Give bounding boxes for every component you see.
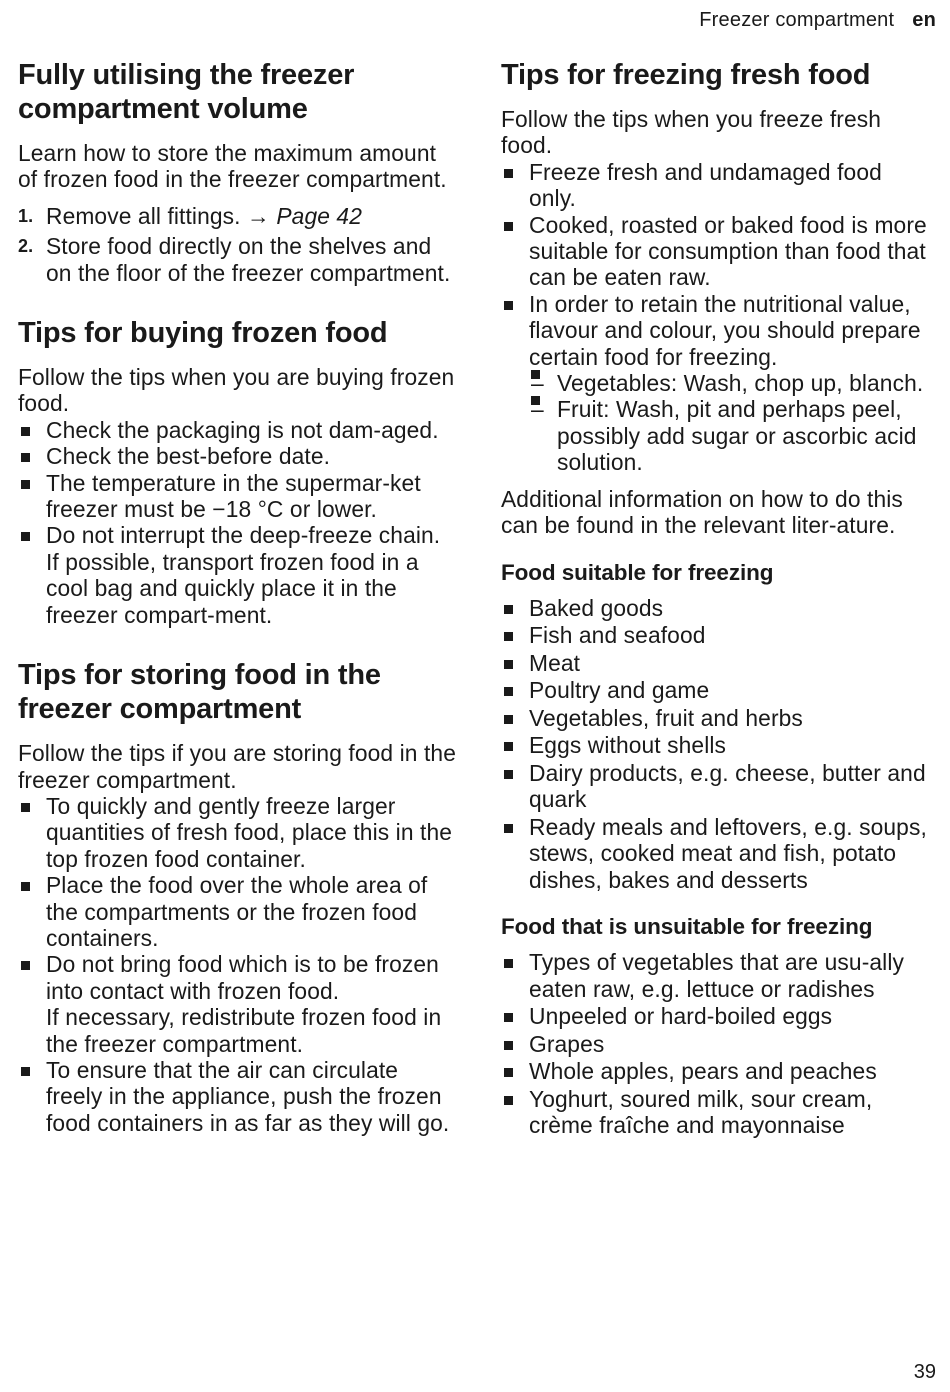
list-item-note: If necessary, redistribute frozen food in the freezer compartment. xyxy=(46,1004,442,1057)
list-item: Do not interrupt the deep-freeze chain. If possible, transport frozen food in a cool bag and quickly place it in the freezer compart-ment. xyxy=(18,522,458,628)
suitable-list xyxy=(501,595,935,894)
list-item-text: In order to retain the nutritional value, flavour and colour, you should prepare certain food for freezing. xyxy=(529,290,921,370)
section-fresh-intro: Follow the tips when you freeze fresh food. xyxy=(501,106,882,159)
header-section-title: Freezer compartment xyxy=(699,9,895,31)
section-volume-intro: Learn how to store the maximum amount of frozen food in the freezer compartment. xyxy=(18,140,447,193)
list-item xyxy=(18,1057,458,1136)
section-storing-title: Tips for storing food in the freezer compartment xyxy=(18,659,381,726)
list-item-text: Do not bring food which is to be frozen into contact with frozen food. xyxy=(46,951,439,1004)
list-item: Cooked, roasted or baked food is more suitable for consumption than food that can be eaten raw. xyxy=(501,212,935,291)
step-number: 1. xyxy=(18,205,34,226)
list-item xyxy=(18,872,458,951)
list-item: Types of vegetables that are usu-ally eaten raw, e.g. lettuce or radishes xyxy=(501,949,935,1002)
list-item xyxy=(501,291,935,476)
unsuitable-list xyxy=(501,949,935,1139)
list-item-text: To quickly and gently freeze larger quantities of fresh food, place this in the top frozen food container. xyxy=(46,792,453,872)
list-item: Whole apples, pears and peaches xyxy=(501,1058,935,1084)
list-item: Baked goods xyxy=(501,595,935,621)
section-suitable xyxy=(501,559,935,894)
list-item: Unpeeled or hard-boiled eggs xyxy=(501,1003,935,1029)
section-buying xyxy=(18,316,458,628)
sub-list-item: – Vegetables: Wash, chop up, blanch. xyxy=(529,370,935,396)
list-item: Check the packaging is not dam-aged. xyxy=(18,417,458,443)
list-item: Poultry and game xyxy=(501,677,935,703)
page-reference-link[interactable]: Page 42 xyxy=(276,202,362,229)
list-item-text: Place the food over the whole area of the compartments or the frozen food containers. xyxy=(46,872,428,951)
list-item: Yoghurt, soured milk, sour cream, crème fraîche and mayonnaise xyxy=(501,1086,935,1139)
step-text: Store food directly on the shelves and on the floor of the freezer compartment. xyxy=(46,233,451,286)
list-item: Fish and seafood xyxy=(501,622,935,648)
section-unsuitable-title: Food that is unsuitable for freezing xyxy=(501,914,873,940)
storing-list xyxy=(18,793,458,1136)
list-item xyxy=(18,951,458,1057)
list-item xyxy=(18,793,458,872)
section-storing xyxy=(18,658,458,1136)
running-header xyxy=(699,8,936,32)
list-item: Eggs without shells xyxy=(501,732,935,758)
step-text: Remove all fittings. → xyxy=(46,202,277,229)
list-item-text: To ensure that the air can circulate freely in the appliance, push the frozen food containers in as far as they will go. xyxy=(46,1056,450,1136)
list-item: The temperature in the supermar-ket freezer must be −18 °C or lower. xyxy=(18,470,458,523)
list-item: Check the best-before date. xyxy=(18,443,458,469)
page-number: 39 xyxy=(913,1361,936,1383)
fresh-list xyxy=(501,159,935,476)
section-volume-title: Fully utilising the freezer compartment volume xyxy=(18,59,355,125)
step-number: 2. xyxy=(18,236,34,257)
list-item: Ready meals and leftovers, e.g. soups, stews, cooked meat and fish, potato dishes, bakes and desserts xyxy=(501,814,935,893)
sub-list-item: – Fruit: Wash, pit and perhaps peel, possibly add sugar or ascorbic acid solution. xyxy=(529,396,935,475)
step-item xyxy=(18,233,458,286)
section-fresh xyxy=(501,58,935,539)
section-suitable-title: Food suitable for freezing xyxy=(501,559,774,585)
list-item: Vegetables, fruit and herbs xyxy=(501,705,935,731)
volume-steps xyxy=(18,203,458,286)
right-column xyxy=(501,58,935,1140)
section-volume xyxy=(18,58,458,286)
header-language-code: en xyxy=(912,9,936,31)
fresh-sublist xyxy=(529,370,935,476)
section-unsuitable xyxy=(501,913,935,1139)
step-item xyxy=(18,203,458,229)
section-fresh-outro: Additional information on how to do this can be found in the relevant liter-ature. xyxy=(501,485,903,539)
buying-list xyxy=(18,417,458,628)
section-fresh-title: Tips for freezing fresh food xyxy=(501,59,871,91)
list-item: Freeze fresh and undamaged food only. xyxy=(501,159,935,212)
list-item: Grapes xyxy=(501,1031,935,1057)
section-buying-title: Tips for buying frozen food xyxy=(18,317,388,350)
section-buying-intro: Follow the tips when you are buying frozen food. xyxy=(18,364,455,417)
left-column xyxy=(18,58,458,1166)
list-item: Dairy products, e.g. cheese, butter and quark xyxy=(501,760,935,813)
list-item: Meat xyxy=(501,650,935,676)
section-storing-intro: Follow the tips if you are storing food in the freezer compartment. xyxy=(18,740,456,793)
